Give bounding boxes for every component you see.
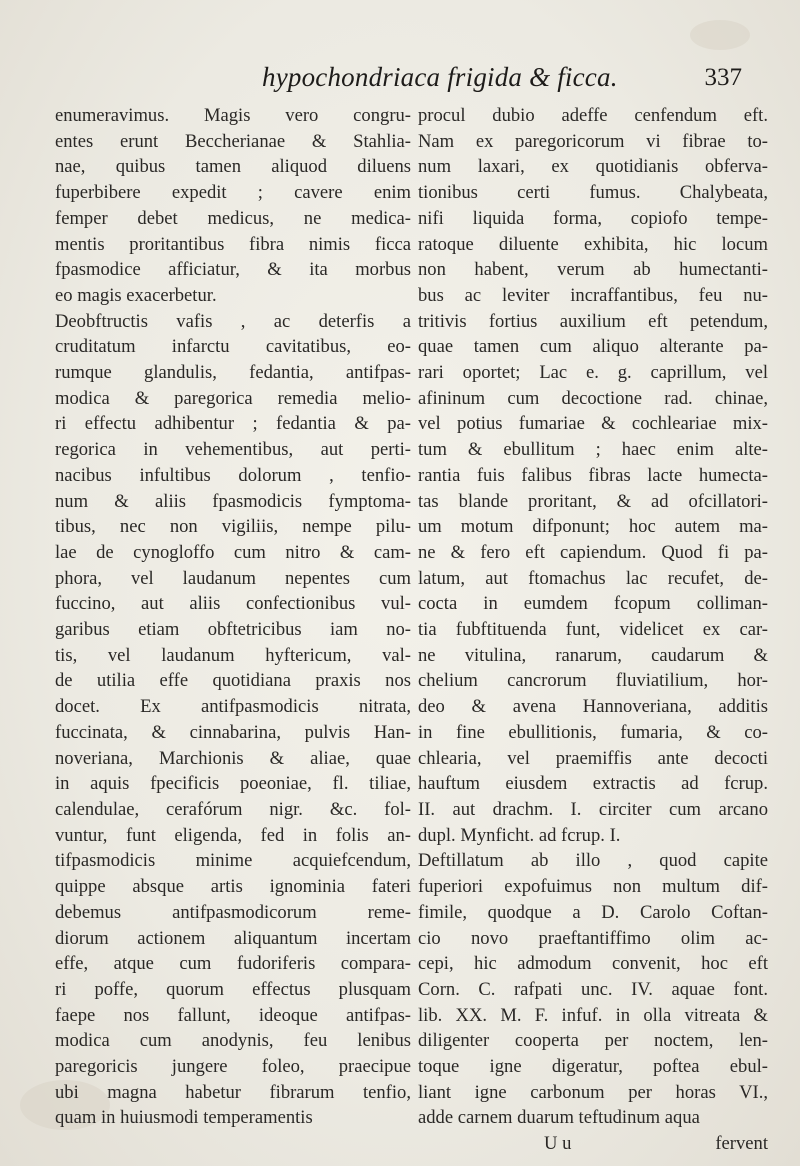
text-line: toque igne digeratur, poftea ebul- bbox=[418, 1056, 768, 1078]
text-line: ne vitulina, ranarum, caudarum & bbox=[418, 644, 768, 666]
text-line: modica & paregorica remedia melio- bbox=[55, 387, 411, 409]
text-line: in aquis fpecificis poeoniae, fl. tiliae, bbox=[55, 773, 411, 795]
text-line: liant igne carbonum per horas VI., bbox=[418, 1081, 768, 1103]
text-line: diorum actionem aliquantum incertam bbox=[55, 927, 411, 949]
text-line: fuperiori expofuimus non multum dif- bbox=[418, 876, 768, 898]
text-line: tritivis fortius auxilium eft petendum, bbox=[418, 310, 768, 332]
text-line: rumque glandulis, fedantia, antifpas- bbox=[55, 362, 411, 384]
text-line: num & aliis fpasmodicis fymptoma- bbox=[55, 490, 411, 512]
text-line: in fine ebullitionis, fumaria, & co- bbox=[418, 721, 768, 743]
text-line: lib. XX. M. F. infuf. in olla vitreata & bbox=[418, 1004, 768, 1026]
text-line: tibus, nec non vigiliis, nempe pilu- bbox=[55, 516, 411, 538]
right-text-column bbox=[418, 103, 768, 1157]
text-line: ri effectu adhibentur ; fedantia & pa- bbox=[55, 413, 411, 435]
text-line: fpasmodice afficiatur, & ita morbus bbox=[55, 259, 411, 281]
text-line: rari oportet; Lac e. g. caprillum, vel bbox=[418, 362, 768, 384]
text-line: afininum cum decoctione rad. chinae, bbox=[418, 387, 768, 409]
text-line: Nam ex paregoricorum vi fibrae to- bbox=[418, 130, 768, 152]
text-line: modica cum anodynis, feu lenibus bbox=[55, 1030, 411, 1052]
text-line: phora, vel laudanum nepentes cum bbox=[55, 567, 411, 589]
text-line: chlearia, vel praemiffis ante decocti bbox=[418, 747, 768, 769]
text-line: tum & ebullitum ; haec enim alte- bbox=[418, 439, 768, 461]
text-line: fimile, quodque a D. Carolo Coftan- bbox=[418, 901, 768, 923]
text-line: procul dubio adeffe cenfendum eft. bbox=[418, 105, 768, 126]
text-line: adde carnem duarum teftudinum aqua bbox=[418, 1107, 700, 1129]
text-line: Corn. C. rafpati unc. IV. aquae font. bbox=[418, 978, 768, 1000]
text-line: Deftillatum ab illo , quod capite bbox=[418, 850, 768, 872]
text-line: latum, aut ftomachus lac recufet, de- bbox=[418, 567, 768, 589]
text-line: garibus etiam obftetricibus iam no- bbox=[55, 619, 411, 641]
text-line: vel potius fumariae & cochleariae mix- bbox=[418, 413, 768, 435]
text-line: vuntur, funt eligenda, fed in folis an- bbox=[55, 824, 411, 846]
text-line: cio novo praeftantiffimo olim ac- bbox=[418, 927, 768, 949]
text-line: diligenter cooperta per noctem, len- bbox=[418, 1030, 768, 1052]
paper-stain bbox=[690, 20, 750, 50]
text-line: lae de cynogloffo cum nitro & cam- bbox=[55, 541, 411, 563]
text-line: eo magis exacerbetur. bbox=[55, 284, 217, 306]
text-line: noveriana, Marchionis & aliae, quae bbox=[55, 747, 411, 769]
text-line: fuccinata, & cinnabarina, pulvis Han- bbox=[55, 721, 411, 743]
catchword: fervent bbox=[715, 1133, 768, 1155]
text-line: enumeravimus. Magis vero congru- bbox=[55, 105, 411, 126]
text-line: debemus antifpasmodicorum reme- bbox=[55, 901, 411, 923]
running-title: hypochondriaca frigida & ficca. bbox=[262, 62, 618, 92]
text-line: non habent, verum ab humectanti- bbox=[418, 259, 768, 281]
text-line: cepi, hic admodum convenit, hoc eft bbox=[418, 953, 768, 975]
text-line: effe, atque cum fudoriferis compara- bbox=[55, 953, 411, 975]
text-line: de utilia effe quotidiana praxis nos bbox=[55, 670, 411, 692]
text-line: dupl. Mynficht. ad fcrup. I. bbox=[418, 824, 621, 846]
text-line: rantia fuis falibus fibras lacte humecta- bbox=[418, 464, 768, 486]
text-line: nacibus infultibus dolorum , tenfio- bbox=[55, 464, 411, 486]
text-line: quippe absque artis ignominia fateri bbox=[55, 876, 411, 898]
page-header bbox=[0, 58, 800, 98]
text-line: um motum difponunt; hoc autem ma- bbox=[418, 516, 768, 538]
text-line: cruditatum infarctu cavitatibus, eo- bbox=[55, 336, 411, 358]
left-text-column bbox=[55, 103, 411, 1131]
text-line: ratoque diluente exhibita, hic locum bbox=[418, 233, 768, 255]
text-line: paregoricis jungere foleo, praecipue bbox=[55, 1056, 411, 1078]
text-line: ubi magna habetur fibrarum tenfio, bbox=[55, 1081, 411, 1103]
text-line: tionibus certi fumus. Chalybeata, bbox=[418, 182, 768, 204]
text-line: fuccino, aut aliis confectionibus vul- bbox=[55, 593, 411, 615]
text-line: tifpasmodicis minime acquiefcendum, bbox=[55, 850, 411, 872]
text-line: II. aut drachm. I. circiter cum arcano bbox=[418, 798, 768, 820]
text-line: tia fubftituenda funt, videlicet ex car- bbox=[418, 619, 768, 641]
text-line: femper debet medicus, ne medica- bbox=[55, 207, 411, 229]
text-line: ne & fero eft capiendum. Quod fi pa- bbox=[418, 541, 768, 563]
text-line: num laxari, ex quotidianis obferva- bbox=[418, 156, 768, 178]
text-line: regorica in vehementibus, aut perti- bbox=[55, 439, 411, 461]
text-line: quae tamen cum aliquo alterante pa- bbox=[418, 336, 768, 358]
text-line: tas blande proritant, & ad ofcillatori- bbox=[418, 490, 768, 512]
text-line: mentis proritantibus fibra nimis ficca bbox=[55, 233, 411, 255]
text-line: nae, quibus tamen aliquod diluens bbox=[55, 156, 411, 178]
text-line: calendulae, cerafórum nigr. &c. fol- bbox=[55, 798, 411, 820]
text-line: fuperbibere expedit ; cavere enim bbox=[55, 182, 411, 204]
text-line: Deobftructis vafis , ac deterfis a bbox=[55, 310, 411, 332]
text-line: docet. Ex antifpasmodicis nitrata, bbox=[55, 696, 411, 718]
text-line: deo & avena Hannoveriana, additis bbox=[418, 696, 768, 718]
text-line: ri poffe, quorum effectus plusquam bbox=[55, 978, 411, 1000]
text-line: cocta in eumdem fcopum colliman- bbox=[418, 593, 768, 615]
page-number: 337 bbox=[704, 64, 742, 91]
text-line: quam in huiusmodi temperamentis bbox=[55, 1107, 313, 1129]
text-line: chelium cancrorum fluviatilium, hor- bbox=[418, 670, 768, 692]
text-line: hauftum eiusdem extractis ad fcrup. bbox=[418, 773, 768, 795]
text-line: nifi liquida forma, copiofo tempe- bbox=[418, 207, 768, 229]
text-line: faepe nos fallunt, ideoque antifpas- bbox=[55, 1004, 411, 1026]
signature-mark: U u bbox=[544, 1133, 572, 1155]
catchline bbox=[418, 1131, 768, 1157]
text-line: entes erunt Beccherianae & Stahlia- bbox=[55, 130, 411, 152]
text-line: tis, vel laudanum hyftericum, val- bbox=[55, 644, 411, 666]
text-line: bus ac leviter incraffantibus, feu nu- bbox=[418, 284, 768, 306]
